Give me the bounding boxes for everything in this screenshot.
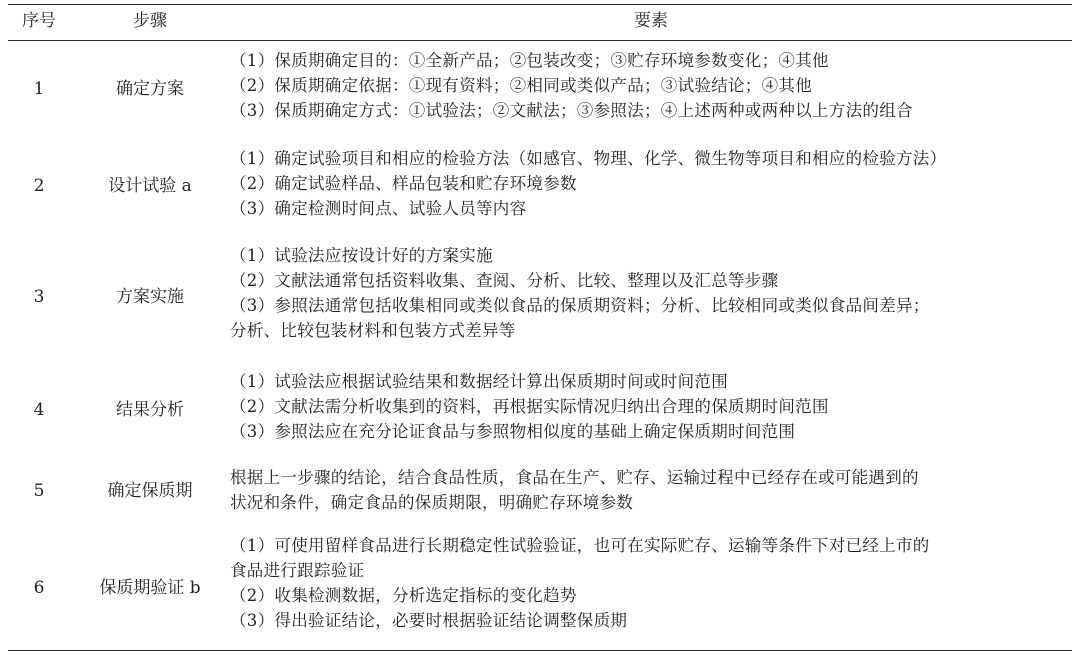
row-step: 设计试验 a	[108, 176, 192, 196]
element-line: （1）试验法应根据试验结果和数据经计算出保质期时间或时间范围	[230, 372, 728, 391]
element-line: （1）确定试验项目和相应的检验方法（如感官、物理、化学、微生物等项目和相应的检验方法）	[230, 149, 947, 168]
row-elements	[230, 465, 1072, 515]
row-step: 确定方案	[116, 79, 184, 99]
row-step: 确定保质期	[107, 481, 193, 501]
element-line: （3）确定检测时间点、试验人员等内容	[230, 199, 527, 218]
row-seq: 1	[33, 79, 45, 99]
row-step: 保质期验证 b	[99, 578, 201, 598]
element-line: （2）文献法通常包括资料收集、查阅、分析、比较、整理以及汇总等步骤	[230, 271, 779, 290]
table-bottom-rule	[8, 650, 1072, 651]
element-line: 根据上一步骤的结论，结合食品性质，食品在生产、贮存、运输过程中已经存在或可能遇到的	[230, 468, 919, 487]
table-row	[8, 146, 1072, 226]
row-elements	[230, 243, 1072, 343]
table-row	[8, 533, 1072, 643]
row-seq: 2	[33, 176, 45, 196]
element-line: （2）确定试验样品、样品包装和贮存环境参数	[230, 174, 577, 193]
element-line: （3）保质期确定方式：①试验法；②文献法；③参照法；④上述两种或两种以上方法的组合	[230, 101, 913, 120]
table-row	[8, 465, 1072, 517]
element-line: （2）收集检测数据，分析选定指标的变化趋势	[230, 586, 577, 605]
element-line: （3）得出验证结论，必要时根据验证结论调整保质期	[230, 611, 628, 630]
header-step: 步骤	[133, 11, 167, 31]
element-line: （3）参照法通常包括收集相同或类似食品的保质期资料；分析、比较相同或类似食品间差异；	[230, 296, 930, 315]
element-line: 食品进行跟踪验证	[230, 561, 365, 580]
table-row	[8, 369, 1072, 451]
element-line: 分析、比较包装材料和包装方式差异等	[230, 321, 516, 340]
element-line: （1）试验法应按设计好的方案实施	[230, 246, 493, 265]
row-seq: 4	[33, 400, 45, 420]
element-line: （1）可使用留样食品进行长期稳定性试验验证，也可在实际贮存、运输等条件下对已经上市的	[230, 536, 930, 555]
row-seq: 5	[33, 481, 45, 501]
row-elements	[230, 369, 1072, 444]
header-seq: 序号	[22, 11, 56, 31]
row-seq: 6	[33, 578, 45, 598]
header-elements: 要素	[634, 11, 668, 31]
element-line: （2）保质期确定依据：①现有资料；②相同或类似产品；③试验结论；④其他	[230, 76, 812, 95]
table-header-rule	[8, 40, 1072, 41]
row-elements	[230, 48, 1072, 123]
element-line: （3）参照法应在充分论证食品与参照物相似度的基础上确定保质期时间范围	[230, 422, 796, 441]
row-step: 方案实施	[116, 286, 184, 307]
table-top-rule	[8, 4, 1072, 5]
element-line: （2）文献法需分析收集到的资料，再根据实际情况归纳出合理的保质期时间范围	[230, 397, 829, 416]
row-seq: 3	[33, 286, 45, 307]
row-elements	[230, 533, 1072, 633]
row-step: 结果分析	[116, 400, 184, 420]
table-row	[8, 243, 1072, 350]
table-row	[8, 48, 1072, 130]
element-line: （1）保质期确定目的：①全新产品；②包装改变；③贮存环境参数变化；④其他	[230, 51, 829, 70]
element-line: 状况和条件，确定食品的保质期限，明确贮存环境参数	[230, 493, 634, 512]
row-elements	[230, 146, 1072, 221]
